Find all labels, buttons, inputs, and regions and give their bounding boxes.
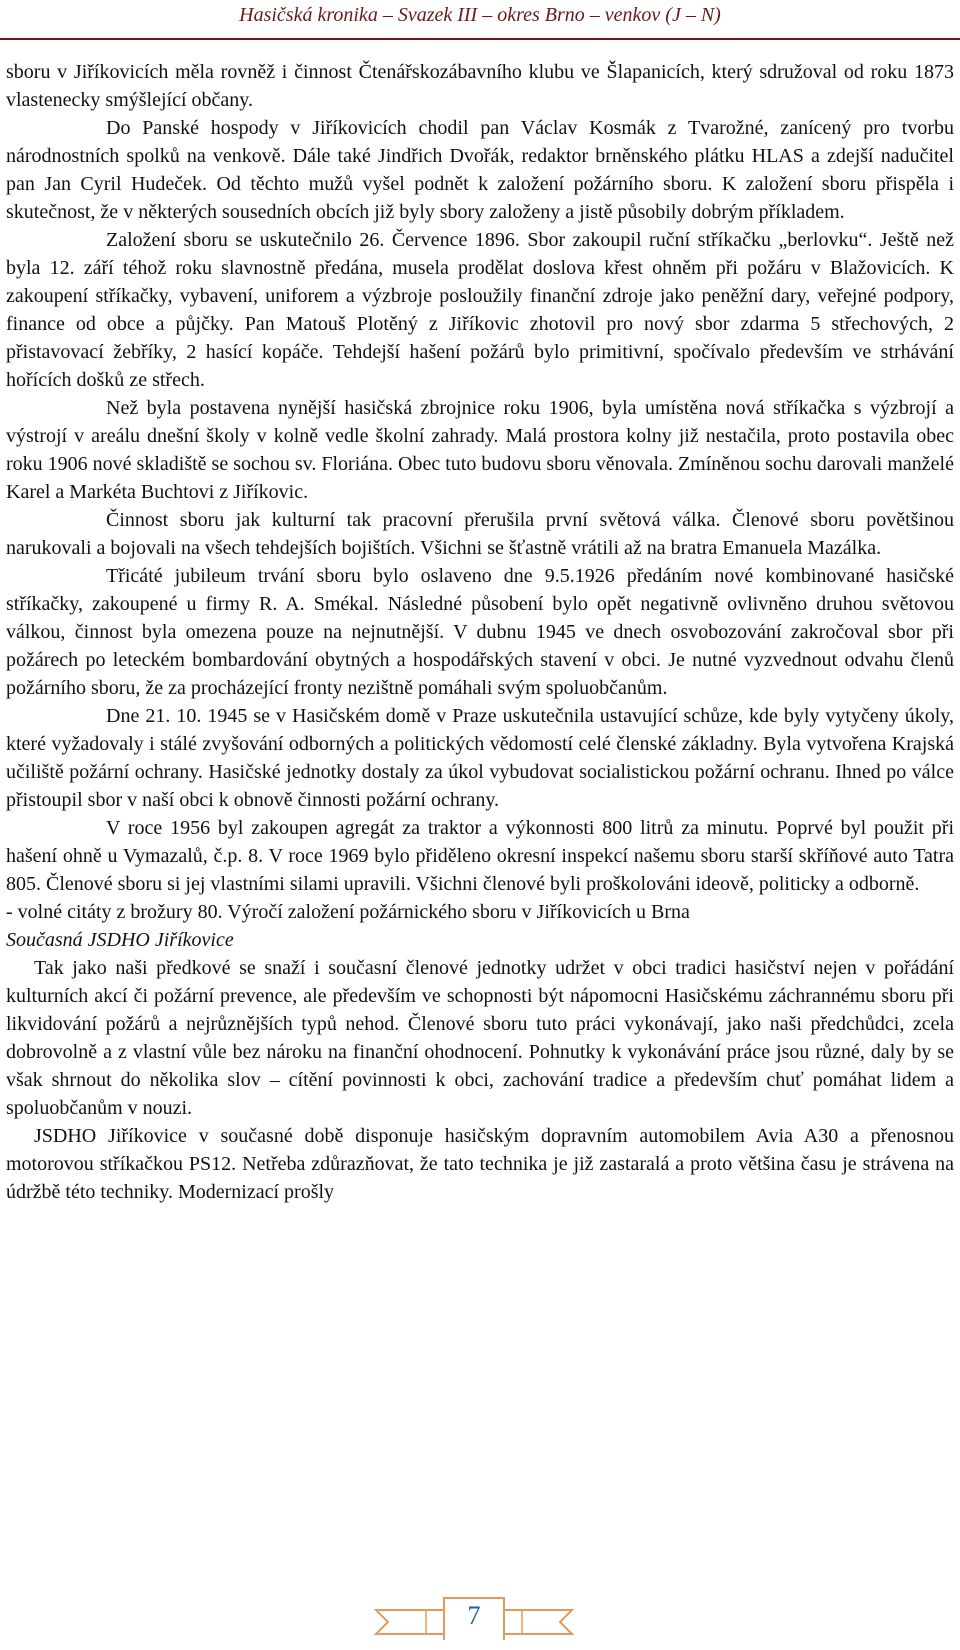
body-text [6,58,954,1206]
paragraph: JSDHO Jiříkovice v současné době disponuje hasičským dopravním automobilem Avia A30 a přenosnou motorovou stříkačkou PS12. Netřeba zdůrazňovat, že tato technika je již zastaralá a proto většina času je strávena na údržbě této techniky. Modernizací prošly [6,1125,954,1203]
page-number: 7 [467,1601,481,1630]
page-number-badge [366,1590,582,1642]
paragraph: Třicáté jubileum trvání sboru bylo oslaveno dne 9.5.1926 předáním nové kombinované hasičské stříkačky, zakoupené u firmy R. A. Smékal. Následné působení bylo opět negativně ovlivněno druhou světovou válkou, činnost byla omezena pouze na nejnutnější. V dubnu 1945 ve dnech osvobozování zakročoval sbor při požárech po leteckém bombardování obytných a hospodářských stavení v obci. Je nutné vyzvednout odvahu členů požárního sboru, že za procházející fronty nezištně pomáhali svým spoluobčanům. [6,565,954,699]
header-divider [0,38,960,40]
paragraph: sboru v Jiříkovicích měla rovněž i činnost Čtenářskozábavního klubu ve Šlapanicích, který sdružoval od roku 1873 vlastenecky smýšlející občany. [6,61,954,111]
paragraph: Činnost sboru jak kulturní tak pracovní přerušila první světová válka. Členové sboru povětšinou narukovali a bojovali na všech tehdejších bojištích. Všichni se šťastně vrátili až na bratra Emanuela Mazálka. [6,509,954,559]
running-header: Hasičská kronika – Svazek III – okres Brno – venkov (J – N) [239,4,721,26]
section-heading: Současná JSDHO Jiříkovice [6,929,234,951]
paragraph: Dne 21. 10. 1945 se v Hasičském domě v Praze uskutečnila ustavující schůze, kde byly vytyčeny úkoly, které vyžadovaly i stálé zvyšování odborných a politických vědomostí celé členské základny. Byla vytvořena Krajská učiliště požární ochrany. Hasičské jednotky dostaly za úkol vybudovat socialistickou požární ochranu. Ihned po válce přistoupil sbor v naší obci k obnově činnosti požární ochrany. [6,705,954,811]
paragraph: Tak jako naši předkové se snaží i současní členové jednotky udržet v obci tradici hasičství nejen v pořádání kulturních akcí či požární prevence, ale především ve schopnosti být nápomocni Hasičskému záchrannému sboru při likvidování požárů a nejrůznějších typů nehod. Členové sboru tuto práci vykonávají, jako naši předchůdci, zcela dobrovolně a z vlastní vůle bez nároku na finanční ohodnocení. Pohnutky k vykonávání práce jsou různé, daly by se však shrnout do několika slov – cítění povinnosti k obci, zachování tradice a především chuť pomáhat lidem a spoluobčanům v nouzi. [6,957,954,1119]
source-citation: - volné citáty z brožury 80. Výročí založení požárnického sboru v Jiříkovicích u Brna [6,901,690,923]
paragraph: Do Panské hospody v Jiříkovicích chodil pan Václav Kosmák z Tvarožné, zanícený pro tvorbu národnostních spolků na venkově. Dále také Jindřich Dvořák, redaktor brněnského plátku HLAS a zdejší naduč​itel pan Jan Cyril Hudeček. Od těchto mužů vyšel podnět k založení požárního sboru. K založení sboru přispěla i skutečnost, že v některých sousedních obcích již byly sbory založeny a jistě působily dobrým příkladem. [6,117,954,223]
paragraph: V roce 1956 byl zakoupen agregát za traktor a výkonnosti 800 litrů za minutu. Poprvé byl použit při hašení ohně u Vymazalů, č.p. 8. V roce 1969 bylo přiděleno okresní inspekcí našemu sboru starší skříňové auto Tatra 805. Členové sboru si jej vlastními silami upravili. Všichni členové byli proškolováni ideově, politicky a odborně. [6,817,954,895]
paragraph: Než byla postavena nynější hasičská zbrojnice roku 1906, byla umístěna nová stříkačka s výzbrojí a výstrojí v areálu dnešní školy v kolně vedle školní zahrady. Malá prostora kolny již nestačila, proto postavila obec roku 1906 nové skladiště se sochou sv. Floriána. Obec tuto budovu sboru věnovala. Zmíněnou sochu darovali manželé Karel a Markéta Buchtovi z Jiříkovic. [6,397,954,503]
paragraph: Založení sboru se uskutečnilo 26. Července 1896. Sbor zakoupil ruční stříkačku „berlovku“. Ještě než byla 12. září téhož roku slavnostně předána, musela prodělat doslova křest ohněm při požáru v Blažovicích. K zakoupení stříkačky, vybavení, uniforem a výzbroje posloužily finanční zdroje jako peněžní dary, veřejné podpory, finance od obce a půjčky. Pan Matouš Plotěný z Jiříkovic zhotovil pro nový sbor zdarma 5 střechových, 2 přistavovací žebříky, 2 hasící kopáče. Tehdejší hašení požárů bylo primitivní, spočívalo především ve strhávání hořících došků ze střech. [6,229,954,391]
